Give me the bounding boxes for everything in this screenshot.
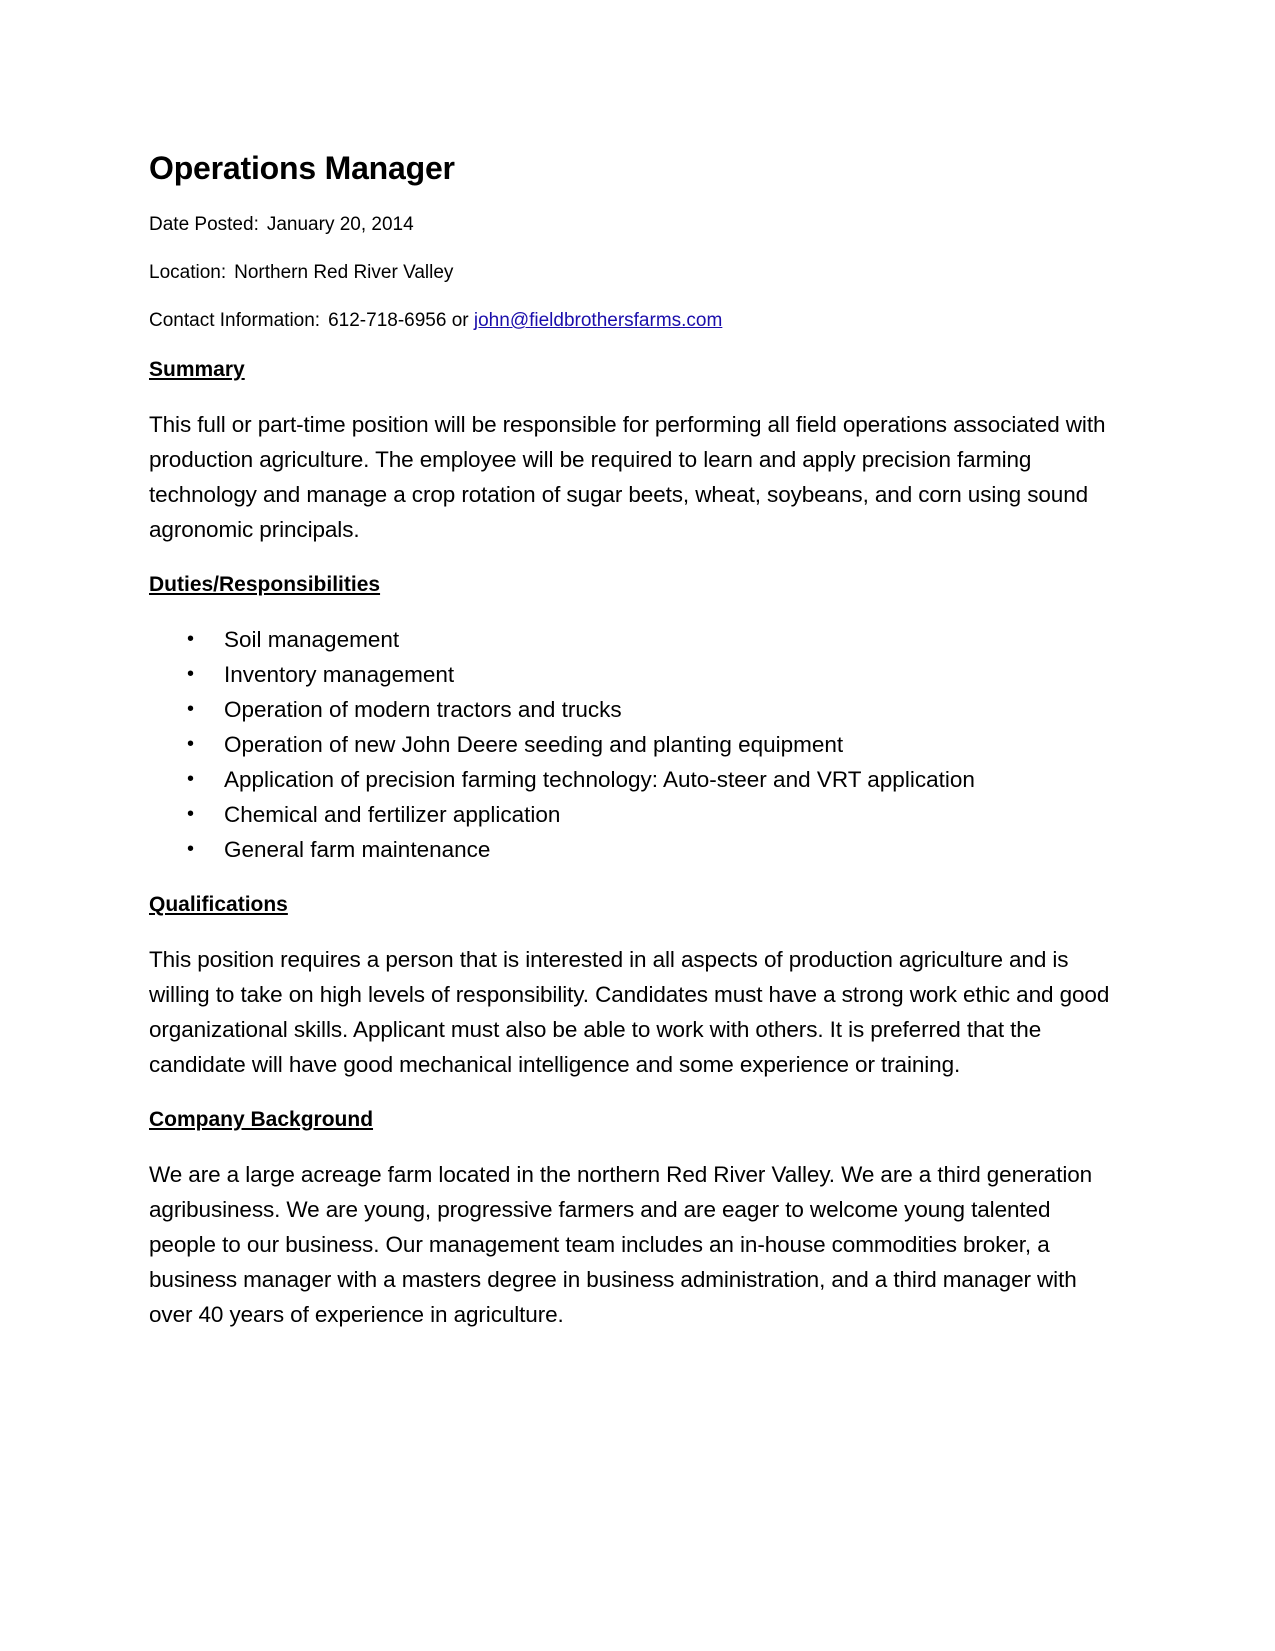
location-line xyxy=(149,261,1119,285)
list-item-text: Operation of new John Deere seeding and planting equipment xyxy=(224,732,844,757)
bullet-icon: • xyxy=(187,733,195,755)
bullet-icon: • xyxy=(187,698,195,720)
date-posted-label: Date Posted: xyxy=(149,214,259,235)
contact-label: Contact Information: xyxy=(149,310,321,331)
bullet-icon: • xyxy=(187,803,195,825)
duties-heading: Duties/Responsibilities xyxy=(149,573,381,596)
list-item-text: Soil management xyxy=(224,627,400,652)
contact-or: or xyxy=(451,310,469,331)
date-posted-line xyxy=(149,213,1119,237)
location-value: Northern Red River Valley xyxy=(234,262,454,283)
list-item-text: Inventory management xyxy=(224,662,455,687)
bullet-icon: • xyxy=(187,663,195,685)
company-background-heading: Company Background xyxy=(149,1108,374,1131)
list-item-text: Chemical and fertilizer application xyxy=(224,802,561,827)
list-item xyxy=(149,692,1119,727)
list-item xyxy=(149,657,1119,692)
list-item xyxy=(149,727,1119,762)
list-item-text: General farm maintenance xyxy=(224,837,491,862)
duties-list xyxy=(149,622,1119,867)
page-title: Operations Manager xyxy=(149,150,455,186)
location-label: Location: xyxy=(149,262,227,283)
list-item-text: Operation of modern tractors and trucks xyxy=(224,697,622,722)
qualifications-heading: Qualifications xyxy=(149,893,288,916)
qualifications-text: This position requires a person that is interested in all aspects of production agriculture and is willing to take on high levels of responsibility. Candidates must have a strong work ethic and good organizational skills. Applicant must also be able to work with others. It is preferred that the candidate will have good mechanical intelligence and some experience or training. xyxy=(149,947,1110,1077)
document-content xyxy=(149,148,1119,1332)
contact-phone: 612-718-6956 xyxy=(328,310,447,331)
contact-line xyxy=(149,309,1119,333)
summary-text: This full or part-time position will be responsible for performing all field operations associated with production agriculture. The employee will be required to learn and apply precision farming technology and manage a crop rotation of sugar beets, wheat, soybeans, and corn using sound agronomic principals. xyxy=(149,412,1106,542)
company-background-text: We are a large acreage farm located in the northern Red River Valley. We are a third generation agribusiness. We are young, progressive farmers and are eager to welcome young talented people to our business. Our management team includes an in-house commodities broker, a business manager with a masters degree in business administration, and a third manager with over 40 years of experience in agriculture. xyxy=(149,1162,1093,1327)
bullet-icon: • xyxy=(187,628,195,650)
date-posted-value: January 20, 2014 xyxy=(266,214,414,235)
list-item xyxy=(149,622,1119,657)
list-item-text: Application of precision farming technology: Auto-steer and VRT application xyxy=(224,767,975,792)
bullet-icon: • xyxy=(187,768,195,790)
contact-email-link[interactable]: john@fieldbrothersfarms.com xyxy=(473,310,723,331)
summary-heading: Summary xyxy=(149,358,245,381)
list-item xyxy=(149,832,1119,867)
bullet-icon: • xyxy=(187,838,195,860)
list-item xyxy=(149,797,1119,832)
list-item xyxy=(149,762,1119,797)
